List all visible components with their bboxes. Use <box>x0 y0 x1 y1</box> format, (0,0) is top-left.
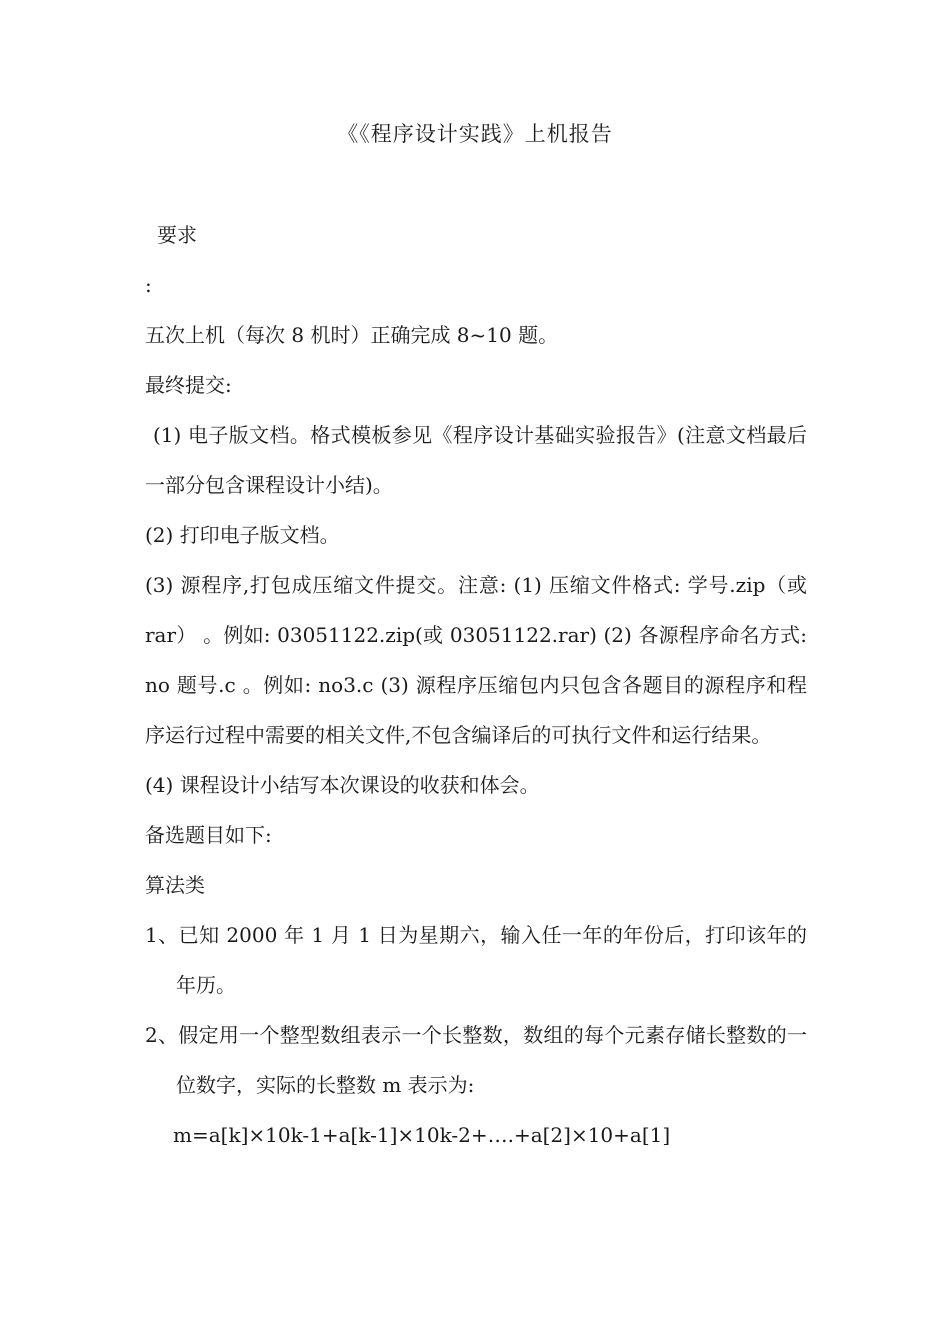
requirements-label: 要求 <box>157 223 197 247</box>
document-body <box>145 210 807 1160</box>
submit-item-4: (4) 课程设计小结写本次课设的收获和体会。 <box>145 773 540 797</box>
question-2: 2、假定用一个整型数组表示一个长整数，数组的每个元素存储长整数的一位数字，实际的长整数 m 表示为: <box>145 1023 807 1097</box>
page-title: 《《程序设计实践》上机报告 <box>337 122 613 146</box>
submit-item-2: (2) 打印电子版文档。 <box>145 523 340 547</box>
final-submit-label: 最终提交: <box>145 373 232 397</box>
category-algorithms: 算法类 <box>145 873 205 897</box>
submit-item-3: (3) 源程序,打包成压缩文件提交。注意: (1) 压缩文件格式: 学号.zip（或 rar） 。例如: 03051122.zip(或 03051122.rar) (2) 各源程序命名方式: no 题号.c 。例如: no3.c (3) 源程序压缩包内只包含各题目的源程序和程序运行过程中需要的相关文件,不包含编译后的可执行文件和运行结果。 <box>145 573 807 747</box>
submit-item-1: (1) 电子版文档。格式模板参见《程序设计基础实验报告》(注意文档最后一部分包含课程设计小结)。 <box>145 423 807 497</box>
question-1: 1、已知 2000 年 1 月 1 日为星期六，输入任一年的年份后，打印该年的年历。 <box>145 923 807 997</box>
requirements-colon: : <box>145 273 152 297</box>
optional-topics-label: 备选题目如下: <box>145 823 272 847</box>
long-integer-formula: m=a[k]×10k-1+a[k-1]×10k-2+….+a[2]×10+a[1] <box>173 1123 671 1147</box>
sessions-requirement: 五次上机（每次 8 机时）正确完成 8~10 题。 <box>145 323 559 347</box>
